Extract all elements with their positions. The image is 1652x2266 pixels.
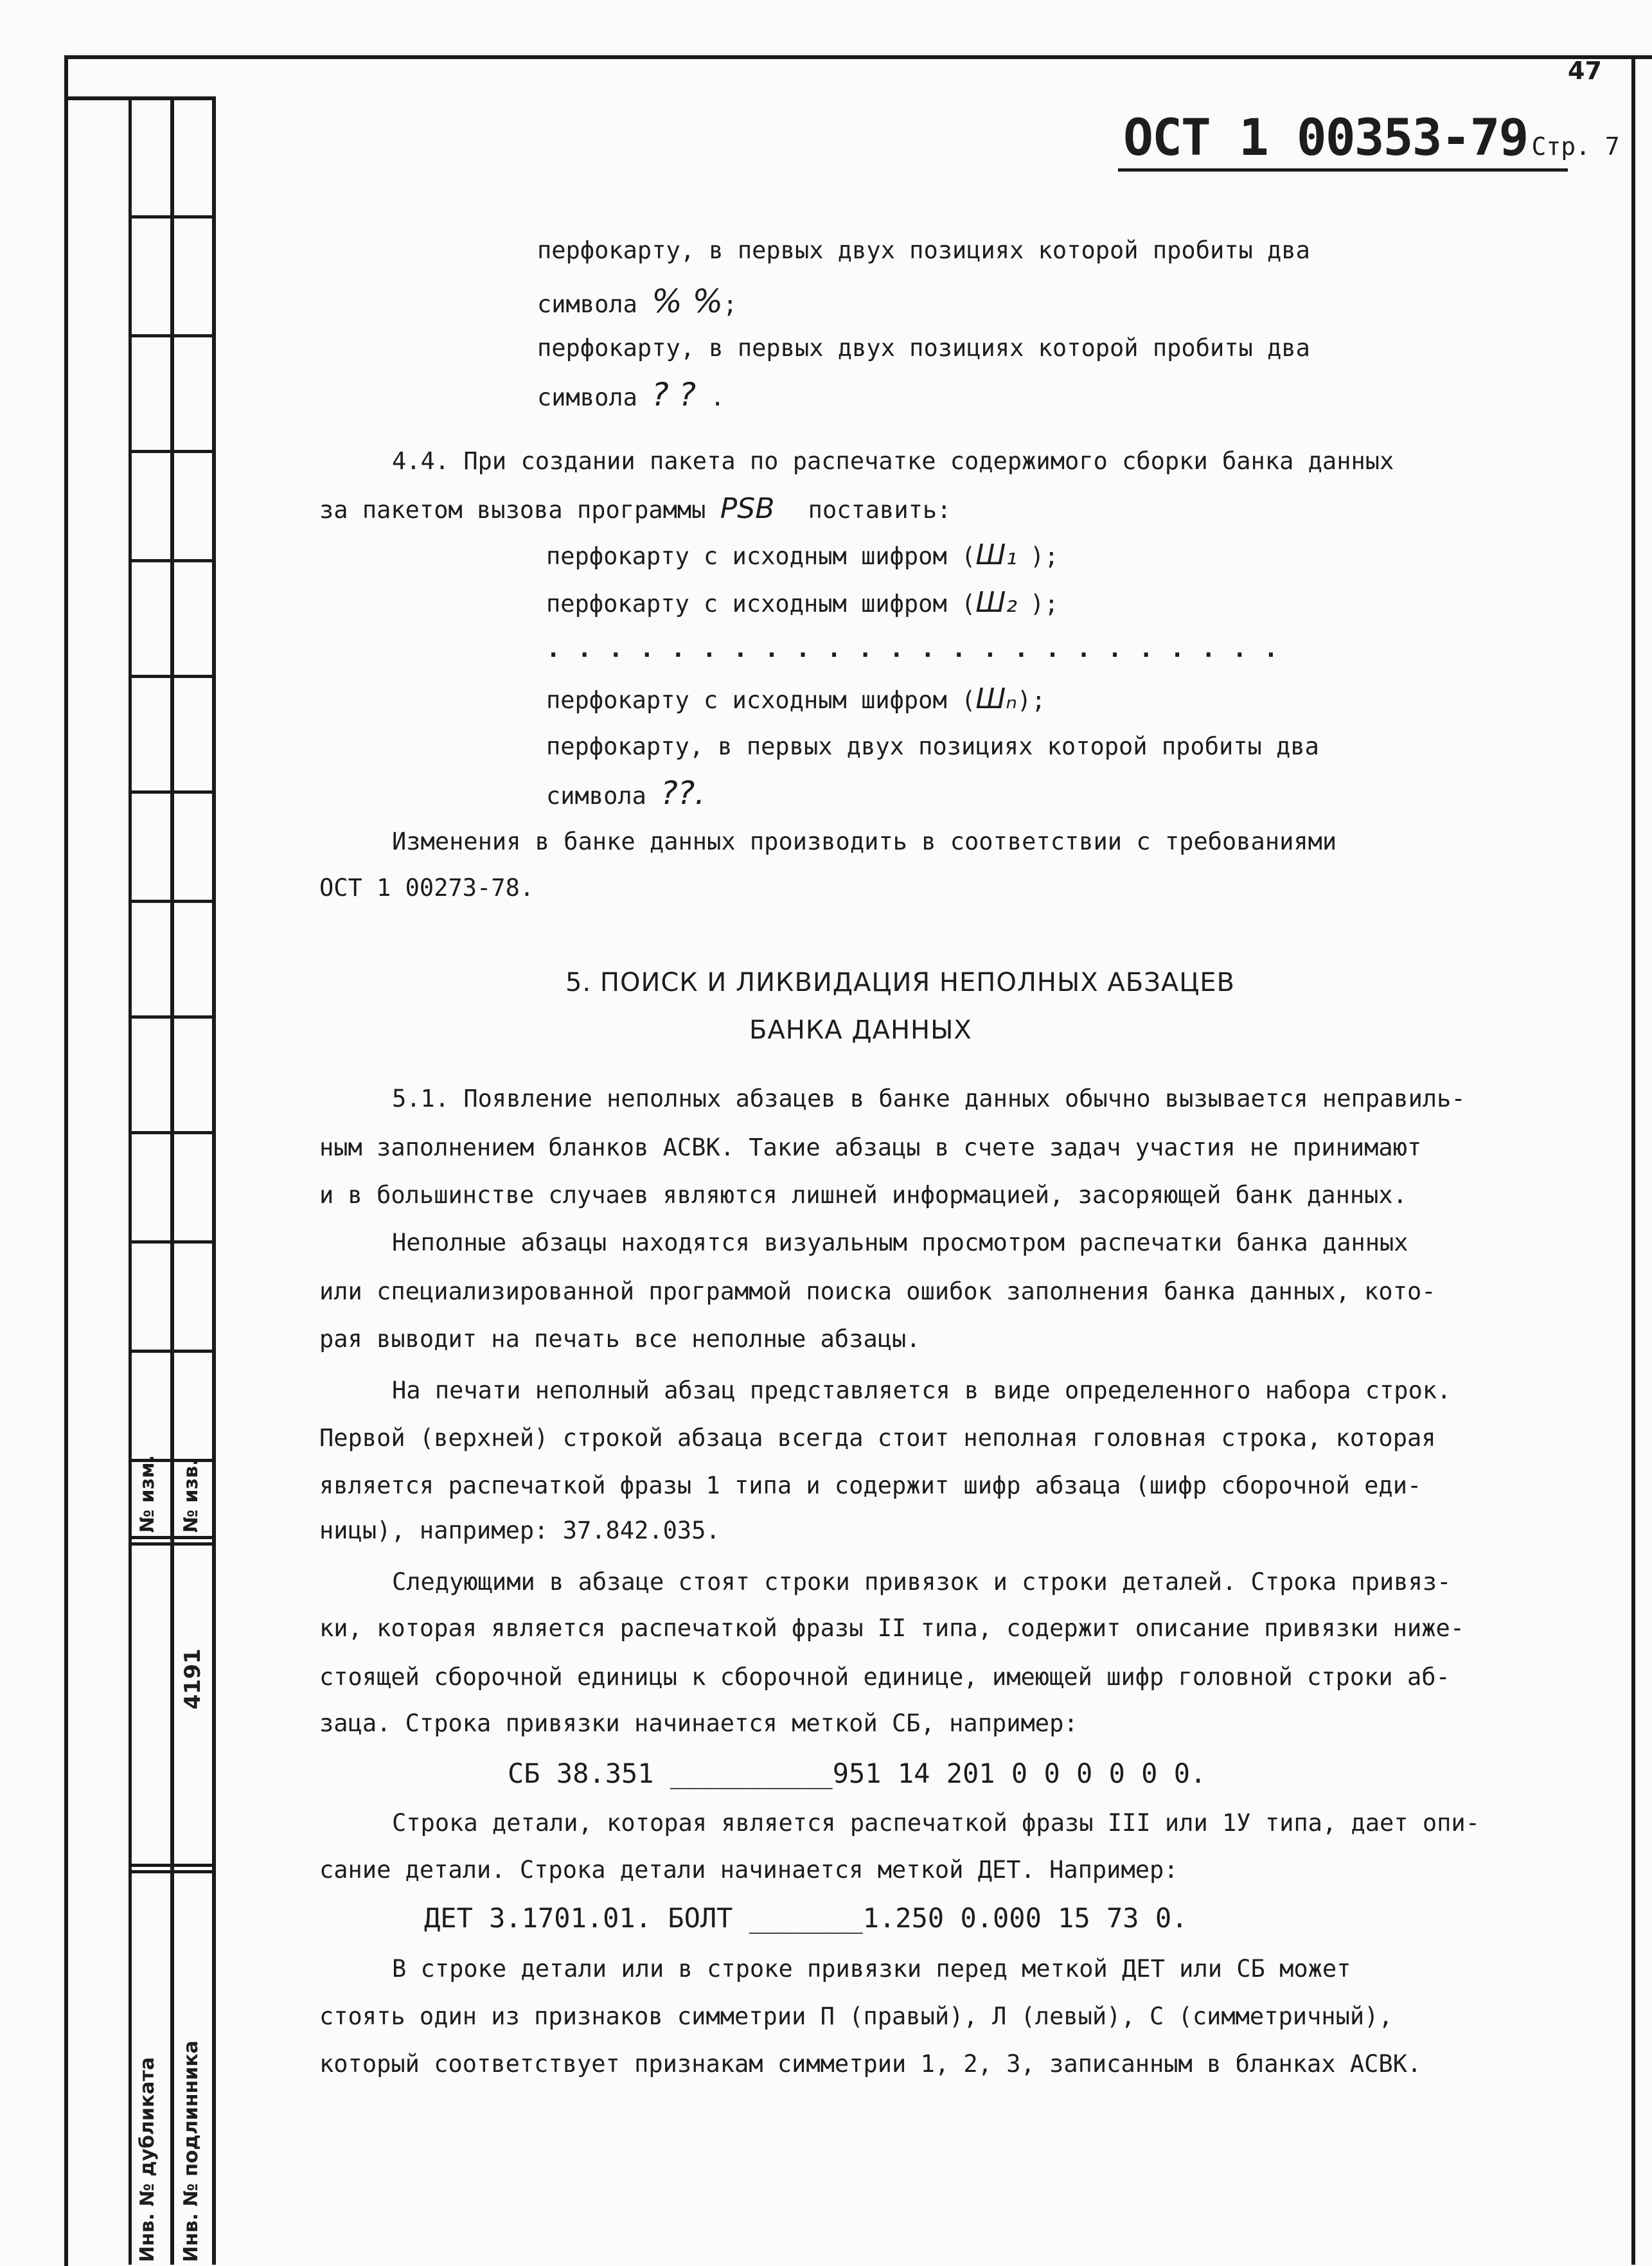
margin-no-izm: № изм. (136, 1455, 159, 1533)
text-line: Неполные абзацы находятся визуальным просмотром распечатки банка данных (392, 1229, 1408, 1256)
text-line (546, 682, 1045, 715)
handwritten-symbol: PSB (720, 492, 775, 525)
text-line (319, 492, 951, 525)
document-header (1123, 109, 1620, 167)
text-line: рая выводит на печать все неполные абзацы. (319, 1325, 921, 1353)
text-line (546, 774, 705, 812)
text-line: 5.1. Появление неполных абзацев в банке данных обычно вызывается неправиль- (392, 1085, 1466, 1112)
text-line: является распечаткой фразы 1 типа и содержит шифр абзаца (шифр сборочной еди- (319, 1472, 1422, 1499)
text-span: перфокарту с исходным шифром ( (546, 686, 976, 714)
margin-inv-dubl: Инв. № дубликата (136, 2056, 159, 2262)
page-label: Стр. 7 (1531, 132, 1620, 161)
text-span: ); (1029, 590, 1059, 618)
handwritten-symbol: ? ? (652, 376, 697, 413)
text-span: символа (537, 290, 637, 318)
section-heading: БАНКА ДАННЫХ (749, 1015, 972, 1045)
margin-no-izv: № изв. (180, 1458, 202, 1533)
text-span: поставить: (808, 496, 952, 524)
text-line: ным заполнением бланков АСВК. Такие абзацы в счете задач участия не принимают (319, 1134, 1422, 1161)
handwritten-symbol: % % (652, 283, 724, 320)
text-span: ; (723, 290, 738, 318)
frame-right-line (1631, 59, 1635, 2265)
text-line: перфокарту, в первых двух позициях которой пробиты два (537, 334, 1310, 362)
text-line: или специализированной программой поиска ошибок заполнения банка данных, кото- (319, 1278, 1436, 1305)
dots-line: . . . . . . . . . . . . . . . . . . . . . . . . (546, 635, 1279, 663)
text-line: 4.4. При создании пакета по распечатке содержимого сборки банка данных (392, 447, 1394, 475)
text-line: ницы), например: 37.842.035. (319, 1517, 720, 1544)
text-line: заца. Строка привязки начинается меткой СБ, например: (319, 1709, 1078, 1737)
handwritten-symbol: Ш₂ (975, 586, 1017, 619)
text-line: перфокарту, в первых двух позициях которой пробиты два (546, 733, 1319, 760)
text-line: На печати неполный абзац представляется в виде определенного набора строк. (392, 1377, 1452, 1404)
text-line: Строка детали, которая является распечаткой фразы III или 1У типа, дает опи- (392, 1809, 1480, 1837)
handwritten-symbol: ??. (661, 774, 706, 812)
text-line: Следующими в абзаце стоят строки привязок и строки деталей. Строка привяз- (392, 1568, 1452, 1596)
page-number: 47 (1568, 57, 1602, 85)
text-line: Первой (верхней) строкой абзаца всегда стоит неполная головная строка, которая (319, 1424, 1436, 1452)
text-span: . (710, 384, 725, 411)
text-span: символа (537, 384, 637, 411)
text-line (537, 376, 725, 413)
text-span: за пакетом вызова программы (319, 496, 706, 524)
text-line: который соответствует признакам симметрии 1, 2, 3, записанным в бланках АСВК. (319, 2050, 1422, 2078)
text-line (546, 539, 1059, 571)
text-span: перфокарту с исходным шифром ( (546, 590, 976, 618)
doc-code: ОСТ 1 00353-79 (1123, 109, 1528, 167)
text-line: стоять один из признаков симметрии П (правый), Л (левый), С (симметричный), (319, 2003, 1393, 2030)
margin-stamp-column (64, 96, 216, 2265)
handwritten-symbol: Шₙ (975, 682, 1017, 715)
text-span: ); (1017, 686, 1046, 714)
section-heading: 5. ПОИСК И ЛИКВИДАЦИЯ НЕПОЛНЫХ АБЗАЦЕВ (565, 968, 1235, 997)
text-line: сание детали. Строка детали начинается меткой ДЕТ. Например: (319, 1856, 1178, 1884)
text-span: символа (546, 782, 646, 810)
margin-inv-value: 4191 (180, 1648, 206, 1709)
text-line: В строке детали или в строке привязки перед меткой ДЕТ или СБ может (392, 1955, 1351, 1983)
text-line (537, 283, 737, 320)
text-line: ки, которая является распечаткой фразы II типа, содержит описание привязки ниже- (319, 1614, 1465, 1642)
text-line: и в большинстве случаев являются лишней информацией, засоряющей банк данных. (319, 1181, 1407, 1209)
header-rule (1118, 168, 1568, 172)
text-line: перфокарту, в первых двух позициях которой пробиты два (537, 236, 1310, 264)
frame-top-line (64, 55, 1652, 59)
handwritten-symbol: Ш₁ (975, 539, 1017, 571)
text-span: перфокарту с исходным шифром ( (546, 542, 976, 570)
example-line-det: ДЕТ 3.1701.01. БОЛТ _______1.250 0.000 15 73 0. (424, 1902, 1188, 1934)
text-line: стоящей сборочной единицы к сборочной единице, имеющей шифр головной строки аб- (319, 1663, 1450, 1691)
text-span: ); (1029, 542, 1059, 570)
text-line (546, 586, 1059, 619)
text-line: Изменения в банке данных производить в соответствии с требованиями (392, 828, 1337, 855)
example-line-sb: СБ 38.351 __________951 14 201 0 0 0 0 0 0. (508, 1758, 1207, 1789)
text-line: ОСТ 1 00273-78. (319, 874, 535, 902)
margin-inv-podl: Инв. № подлинника (180, 2040, 202, 2262)
